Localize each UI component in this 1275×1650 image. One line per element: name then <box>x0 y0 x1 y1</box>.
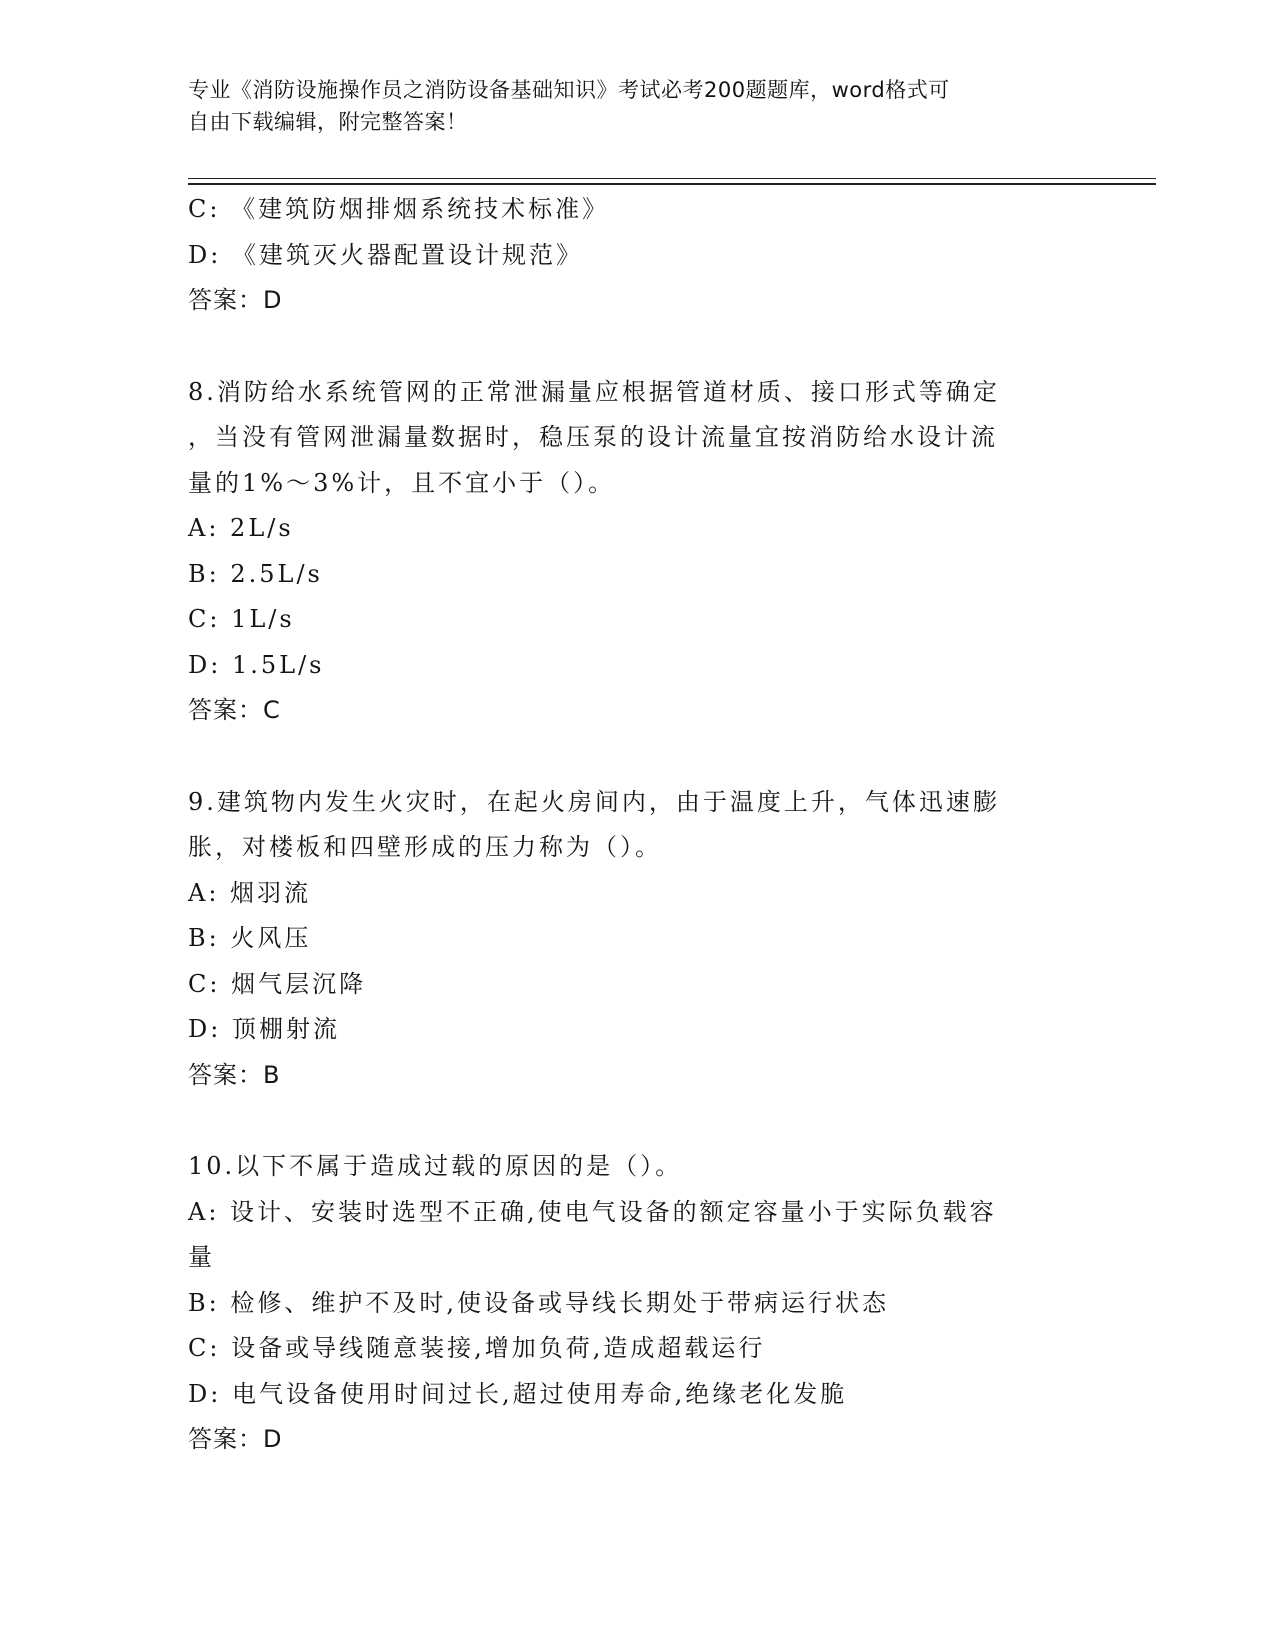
option-a: A: 2L/s <box>188 514 294 542</box>
option-d: D: 顶棚射流 <box>188 1015 340 1043</box>
question-stem-line: 9.建筑物内发生火灾时，在起火房间内，由于温度上升，气体迅速膨 <box>188 787 1000 816</box>
question-9 <box>188 780 1088 1099</box>
header-divider-thin <box>188 178 1156 179</box>
option-d: D: 1.5L/s <box>188 650 325 679</box>
option-c: C: 1L/s <box>188 605 295 633</box>
answer-line: 答案：D <box>188 1425 283 1453</box>
option-c: C: 烟气层沉降 <box>188 969 367 998</box>
option-b: B: 检修、维护不及时,使设备或导线长期处于带病运行状态 <box>188 1288 889 1317</box>
question-stem-line: 胀，对楼板和四壁形成的压力称为（）。 <box>188 833 662 861</box>
page-header <box>188 74 1068 138</box>
option-a: A: 设计、安装时选型不正确,使电气设备的额定容量小于实际负载容 <box>188 1197 997 1226</box>
option-d: D: 《建筑灭火器配置设计规范》 <box>188 240 583 269</box>
header-title-line-1: 专业《消防设施操作员之消防设备基础知识》考试必考200题题库，word格式可 <box>188 78 950 102</box>
option-c: C: 设备或导线随意装接,增加负荷,造成超载运行 <box>188 1334 766 1362</box>
option-a: A: 烟羽流 <box>188 878 312 907</box>
question-stem-line: 8.消防给水系统管网的正常泄漏量应根据管道材质、接口形式等确定 <box>188 377 1000 406</box>
answer-line: 答案：C <box>188 696 281 724</box>
option-c: C: 《建筑防烟排烟系统技术标准》 <box>188 195 610 223</box>
question-7-tail <box>188 187 1088 324</box>
option-d: D: 电气设备使用时间过长,超过使用寿命,绝缘老化发脆 <box>188 1379 848 1408</box>
question-stem-line: 量的1%～3%计，且不宜小于（）。 <box>188 468 616 497</box>
answer-line: 答案：D <box>188 286 283 314</box>
spacer <box>188 324 1088 370</box>
option-b: B: 火风压 <box>188 924 312 952</box>
question-list <box>188 187 1088 1463</box>
question-8 <box>188 370 1088 734</box>
question-10 <box>188 1144 1088 1463</box>
spacer <box>188 1098 1088 1144</box>
header-title-line-2: 自由下载编辑，附完整答案！ <box>188 110 468 134</box>
header-divider-thick <box>188 183 1156 185</box>
question-stem-line: ，当没有管网泄漏量数据时，稳压泵的设计流量宜按消防给水设计流 <box>188 423 998 451</box>
question-stem-line: 10.以下不属于造成过载的原因的是（）。 <box>188 1152 683 1180</box>
option-b: B: 2.5L/s <box>188 559 323 588</box>
option-a-continuation: 量 <box>188 1243 215 1271</box>
answer-line: 答案：B <box>188 1060 281 1089</box>
spacer <box>188 734 1088 780</box>
